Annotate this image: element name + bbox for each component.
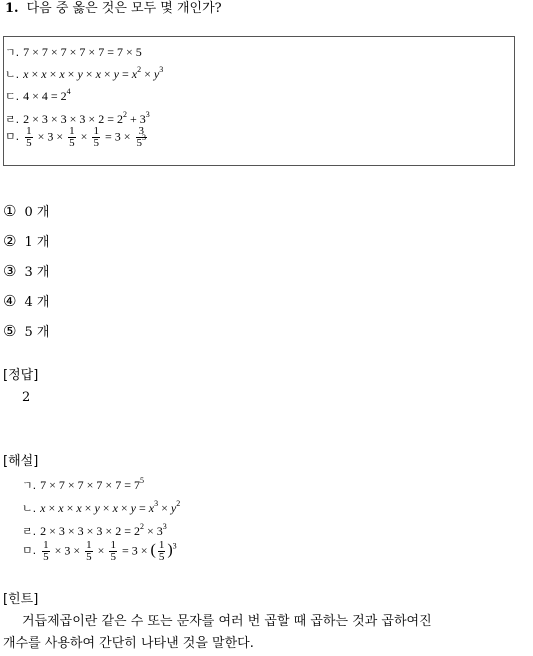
hint-text — [3, 610, 531, 656]
statement-b: ㄴ. $x \times x \times x \times y \times x \times y = x^2 \times y^3$ — [5, 65, 164, 81]
solution-heading: [해설] — [3, 454, 39, 469]
choice-2[interactable]: ② 1 개 — [3, 232, 50, 250]
choice-3[interactable]: ③ 3 개 — [3, 262, 50, 280]
statement-e: ㅁ. $\frac{1}{5}$ × 3 × $\frac{1}{5}$ × $\frac{1}{5}$ = 3 × $\frac{3}{5^3}$ — [5, 125, 146, 149]
hint-line-2: 개수를 사용하여 간단히 나타낸 것을 말한다. — [3, 636, 254, 651]
solution-a: ㄱ. $7 \times 7 \times 7 \times 7 \times 7 = 7^5$ — [22, 476, 144, 492]
hint-heading: [힌트] — [3, 592, 39, 607]
solution-d: ㄹ. $2 \times 3 \times 3 \times 3 \times 2 = 2^2 \times 3^3$ — [22, 522, 167, 538]
statement-d: ㄹ. $2 \times 3 \times 3 \times 3 \times 2 = 2^2 + 3^3$ — [5, 110, 150, 126]
statement-a: ㄱ. 7 × 7 × 7 × 7 × 7 = 7 × 5 — [5, 45, 142, 59]
choice-1[interactable]: ① 0 개 — [3, 202, 50, 220]
solution-e: ㅁ. $\frac{1}{5}$ × 3 × $\frac{1}{5}$ × $\frac{1}{5}$ = 3 × ( $\frac{1}{5}$ )$^3$ — [22, 539, 177, 563]
answer-heading: [정답] — [3, 368, 39, 383]
choice-4[interactable]: ④ 4 개 — [3, 292, 50, 310]
hint-line-1: 거듭제곱이란 같은 수 또는 문자를 여러 번 곱할 때 곱하는 것과 곱하여진 — [22, 614, 432, 629]
solution-b: ㄴ. $x \times x \times x \times y \times x \times y = x^3 \times y^2$ — [22, 499, 181, 515]
question-title — [5, 0, 222, 18]
statement-c: ㄷ. $4 \times 4 = 2^4$ — [5, 87, 71, 103]
question-text: 다음 중 옳은 것은 모두 몇 개인가? — [26, 1, 222, 16]
answer-value: 2 — [22, 390, 31, 405]
choice-5[interactable]: ⑤ 5 개 — [3, 322, 50, 340]
question-number: 1. — [5, 1, 19, 16]
